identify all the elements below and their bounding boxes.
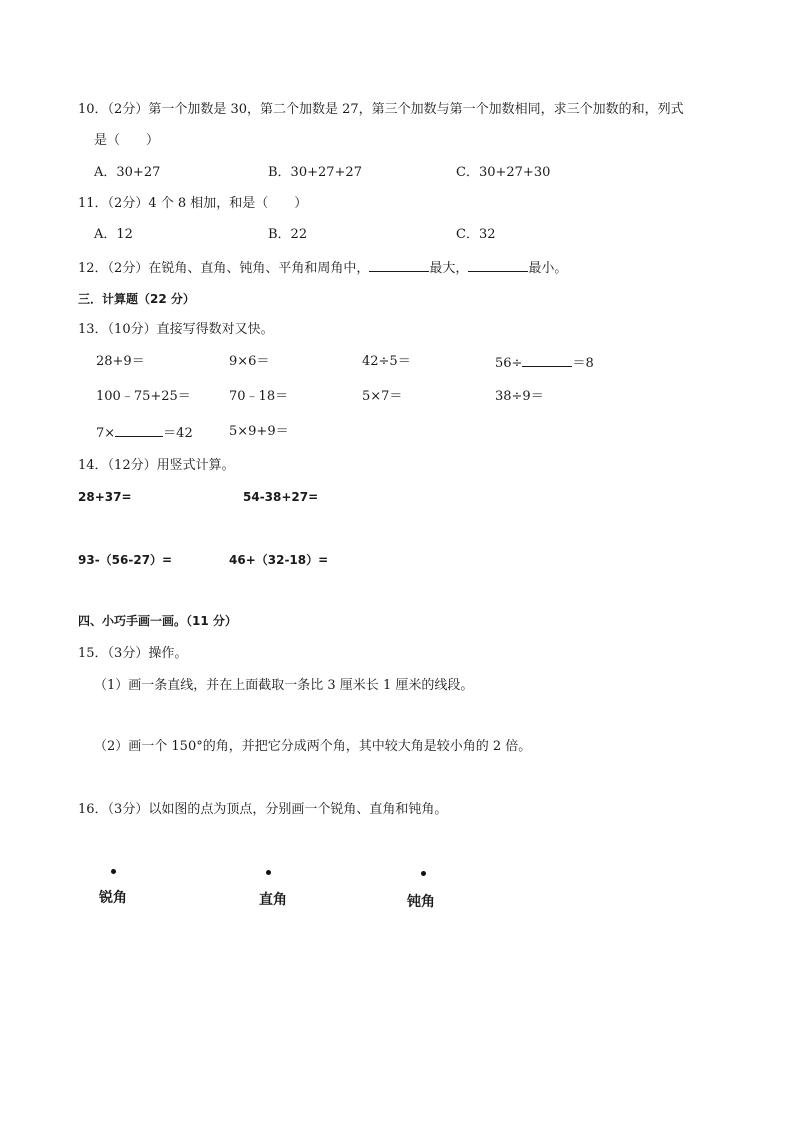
- q15-sub-1: （1）画一条直线，并在上面截取一条比 3 厘米长 1 厘米的线段。: [94, 678, 474, 693]
- q14-expr-3: 93-（56-27）=: [78, 553, 173, 567]
- q13-r3c1-right: ＝42: [163, 426, 193, 441]
- q13-r2c4: 38÷9＝: [495, 389, 544, 404]
- q13-r2c2: 70﹣18＝: [229, 389, 289, 404]
- q13-r2c1: 100﹣75+25＝: [96, 389, 191, 404]
- q13-r3c1-left: 7×: [96, 426, 116, 441]
- section-3-heading: 三．计算题（22 分）: [78, 292, 195, 306]
- label-acute-angle: 锐角: [99, 890, 127, 906]
- q11-stem: 11．（2分）4 个 8 相加，和是（ ）: [78, 196, 308, 211]
- q13-r1c4-blank[interactable]: [522, 353, 572, 367]
- vertex-dot-right[interactable]: [266, 870, 271, 875]
- q12-text-part1: 12．（2分）在锐角、直角、钝角、平角和周角中，: [78, 261, 370, 276]
- q13-r3c1-blank[interactable]: [115, 423, 163, 437]
- q14-expr-2: 54-38+27=: [243, 490, 319, 504]
- q13-r1c3: 42÷5＝: [362, 354, 411, 369]
- q13-r1c4-right: ＝8: [572, 356, 594, 371]
- q10-stem-line2: 是（ ）: [94, 133, 160, 148]
- q14-expr-1: 28+37=: [78, 490, 132, 504]
- q13-r3c1: [96, 423, 193, 443]
- q13-r1c4-left: 56÷: [495, 356, 523, 371]
- vertex-dot-obtuse[interactable]: [421, 871, 426, 876]
- q14-stem: 14．（12分）用竖式计算。: [78, 458, 235, 473]
- label-right-angle: 直角: [259, 892, 287, 908]
- q12-blank-largest[interactable]: [369, 258, 429, 272]
- q13-r1c1: 28+9＝: [96, 354, 145, 369]
- q12-blank-smallest[interactable]: [468, 258, 528, 272]
- q12-stem: [78, 258, 567, 278]
- q13-r1c4: [495, 353, 594, 373]
- q10-option-b: B．30+27+27: [268, 165, 362, 180]
- q10-option-a: A．30+27: [94, 165, 161, 180]
- q11-option-b: B．22: [268, 227, 308, 242]
- q13-r2c3: 5×7＝: [362, 389, 403, 404]
- q11-option-a: A．12: [94, 227, 133, 242]
- label-obtuse-angle: 钝角: [407, 894, 435, 910]
- section-4-heading: 四、小巧手画一画。（11 分）: [78, 614, 237, 628]
- q13-r1c2: 9×6＝: [229, 354, 270, 369]
- q10-option-c: C．30+27+30: [456, 165, 551, 180]
- q11-option-c: C．32: [456, 227, 496, 242]
- q13-r3c2: 5×9+9＝: [229, 424, 289, 439]
- q14-expr-4: 46+（32-18）=: [229, 553, 329, 567]
- q13-stem: 13．（10分）直接写得数对又快。: [78, 322, 274, 337]
- q12-text-part2: 最大，: [429, 261, 469, 276]
- q15-sub-2: （2）画一个 150°的角，并把它分成两个角，其中较大角是较小角的 2 倍。: [94, 739, 532, 754]
- vertex-dot-acute[interactable]: [111, 869, 116, 874]
- q12-text-part3: 最小。: [528, 261, 568, 276]
- q15-stem: 15．（3分）操作。: [78, 646, 188, 661]
- q10-stem-line1: 10．（2分）第一个加数是 30，第二个加数是 27，第三个加数与第一个加数相同，求三个加数的和，列式: [78, 102, 684, 117]
- q16-stem: 16．（3分）以如图的点为顶点，分别画一个锐角、直角和钝角。: [78, 802, 448, 817]
